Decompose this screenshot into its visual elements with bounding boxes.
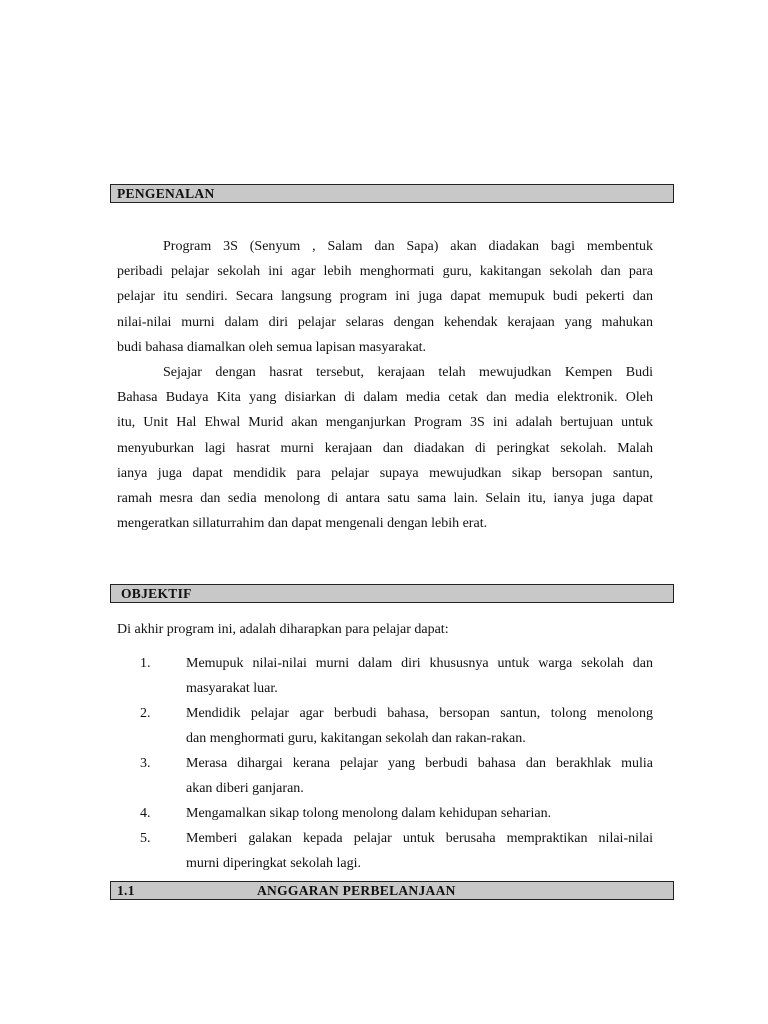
list-number: 4. — [140, 806, 151, 821]
paragraph-line: budi bahasa diamalkan oleh semua lapisan masyarakat. — [117, 339, 427, 355]
list-line: Mengamalkan sikap tolong menolong dalam kehidupan seharian. — [186, 806, 552, 821]
list-number: 1. — [140, 656, 151, 671]
section-title: OBJEKTIF — [121, 586, 192, 601]
paragraph-line: itu, Unit Hal Ehwal Murid akan menganjurkan Program 3S ini adalah bertujuan untuk — [117, 415, 653, 431]
list-text — [186, 651, 653, 701]
paragraph-line: ramah mesra dan sedia menolong di antara satu sama lain. Selain itu, ianya juga dapat — [117, 491, 653, 507]
paragraph-line: Program 3S (Senyum , Salam dan Sapa) akan diadakan bagi membentuk — [163, 239, 653, 254]
intro-paragraph-2 — [117, 360, 653, 536]
section-header-anggaran — [110, 881, 674, 900]
section-header-objektif — [110, 584, 674, 603]
list-line: Memupuk nilai-nilai murni dalam diri khususnya untuk warga sekolah dan — [186, 656, 653, 671]
paragraph-line: menyuburkan lagi hasrat murni kerajaan dan diadakan di peringkat sekolah. Malah — [117, 440, 653, 456]
paragraph-line: Bahasa Budaya Kita yang disiarkan di dalam media cetak dan media elektronik. Oleh — [117, 390, 653, 406]
paragraph-line: mengeratkan sillaturrahim dan dapat mengenali dengan lebih erat. — [117, 516, 488, 532]
paragraph-line: nilai-nilai murni dalam diri pelajar selaras dengan kehendak kerajaan yang mahukan — [117, 314, 653, 330]
paragraph-line: pelajar itu sendiri. Secara langsung program ini juga dapat memupuk budi pekerti dan — [117, 289, 653, 305]
list-text — [186, 826, 653, 876]
list-text — [186, 701, 653, 751]
list-number: 5. — [140, 831, 151, 846]
paragraph-line: peribadi pelajar sekolah ini agar lebih menghormati guru, kakitangan sekolah dan para — [117, 264, 653, 280]
list-line: dan menghormati guru, kakitangan sekolah dan rakan-rakan. — [186, 731, 526, 746]
section-title: ANGGARAN PERBELANJAAN — [257, 883, 456, 898]
paragraph-line: ianya juga dapat mendidik para pelajar supaya mewujudkan sikap bersopan santun, — [117, 465, 653, 481]
list-line: Mendidik pelajar agar berbudi bahasa, bersopan santun, tolong menolong — [186, 706, 653, 721]
section-header-pengenalan — [110, 184, 674, 203]
section-title: PENGENALAN — [117, 186, 215, 201]
intro-paragraph-1 — [117, 234, 653, 360]
list-number: 3. — [140, 756, 151, 771]
section-number: 1.1 — [117, 883, 135, 898]
list-text — [186, 751, 653, 801]
list-line: masyarakat luar. — [186, 681, 278, 696]
list-line: akan diberi ganjaran. — [186, 781, 304, 796]
list-number: 2. — [140, 706, 151, 721]
list-line: Memberi galakan kepada pelajar untuk berusaha mempraktikan nilai-nilai — [186, 831, 653, 846]
objektif-intro: Di akhir program ini, adalah diharapkan para pelajar dapat: — [117, 622, 449, 637]
list-text — [186, 801, 653, 826]
list-line: Merasa dihargai kerana pelajar yang berbudi bahasa dan berakhlak mulia — [186, 756, 653, 771]
paragraph-line: Sejajar dengan hasrat tersebut, kerajaan telah mewujudkan Kempen Budi — [163, 365, 653, 380]
list-line: murni diperingkat sekolah lagi. — [186, 856, 361, 871]
